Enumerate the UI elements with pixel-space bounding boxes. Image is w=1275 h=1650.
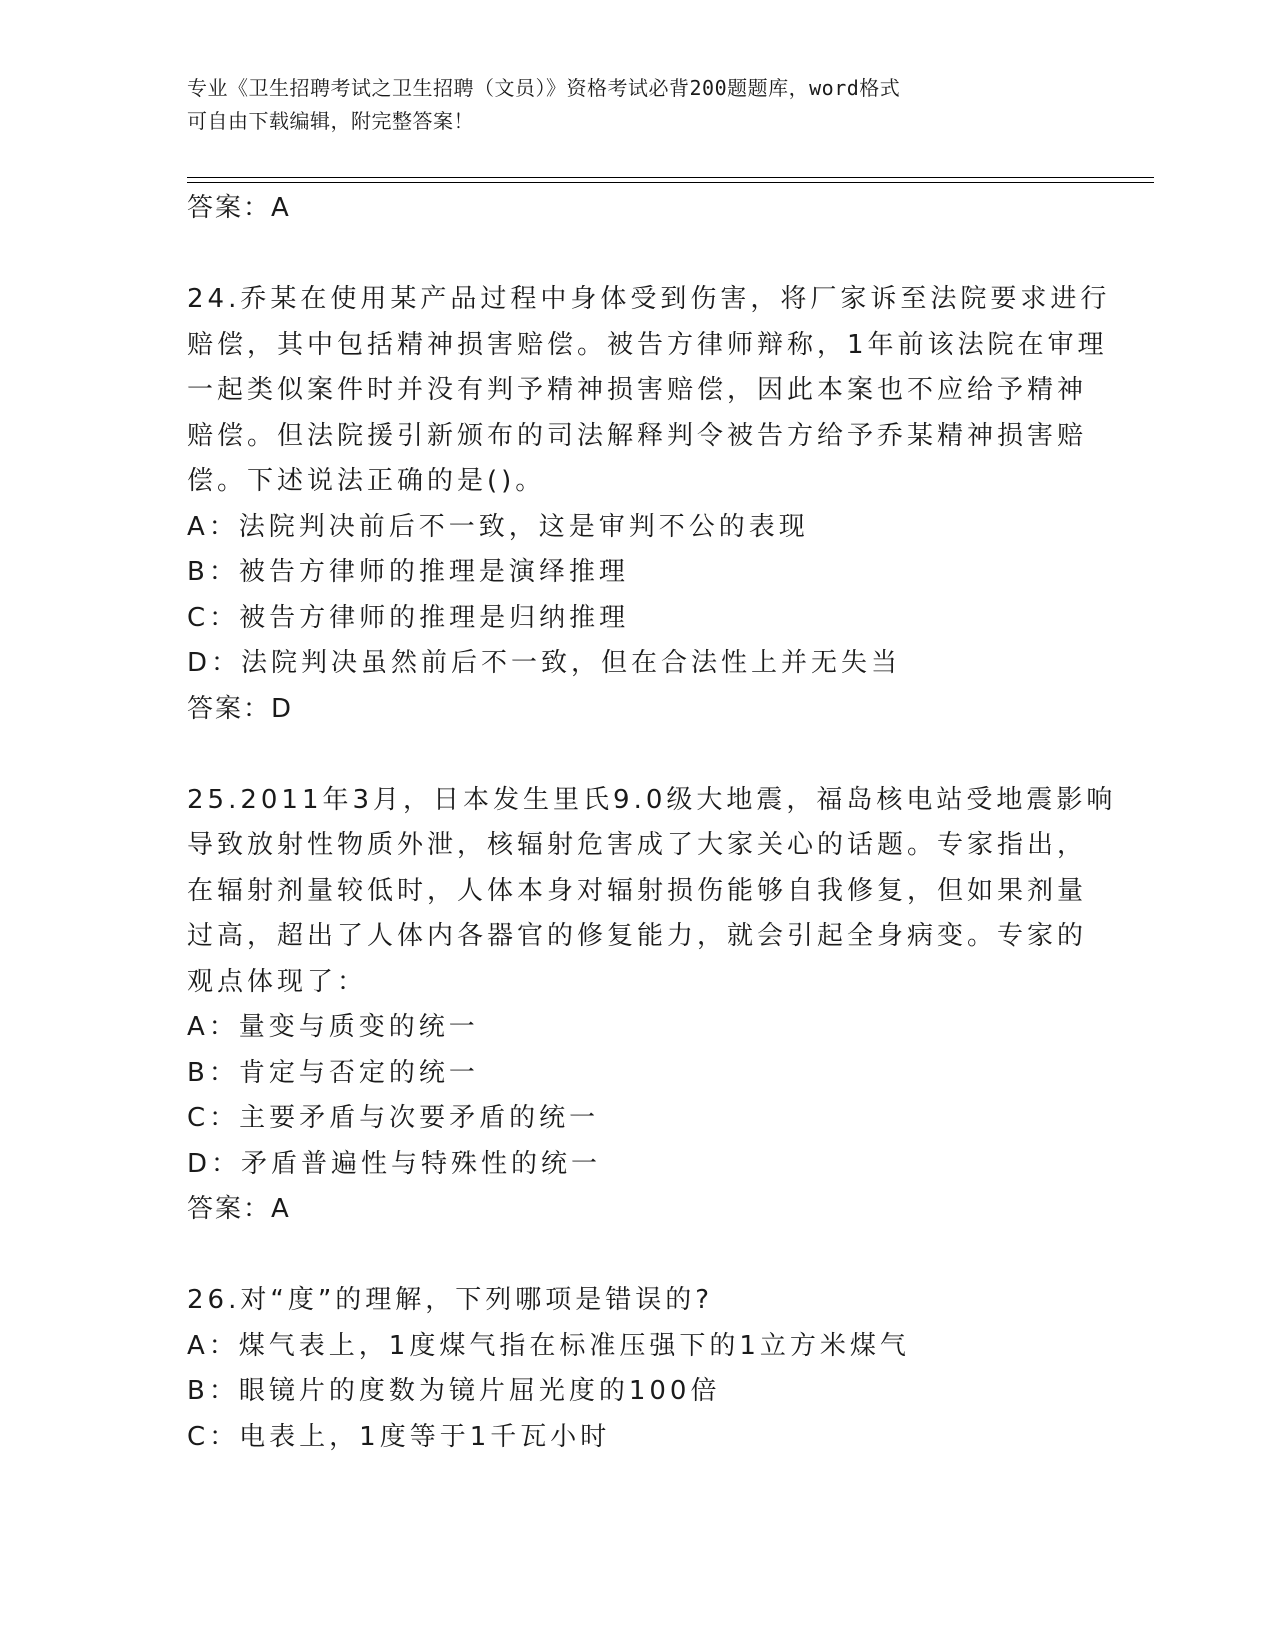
header-divider bbox=[187, 177, 1154, 178]
option-a: A：煤气表上，1度煤气指在标准压强下的1立方米煤气 bbox=[187, 1330, 910, 1361]
question-25 bbox=[187, 778, 1117, 1233]
question-stem-line: 赔偿，其中包括精神损害赔偿。被告方律师辩称，1年前该法院在审理 bbox=[187, 329, 1108, 360]
header-line: 可自由下载编辑，附完整答案！ bbox=[187, 109, 474, 133]
header-line: 专业《卫生招聘考试之卫生招聘（文员）》资格考试必背200题题库，word格式 bbox=[187, 76, 901, 100]
answer-line: 答案：D bbox=[187, 693, 294, 724]
option-a: A：法院判决前后不一致，这是审判不公的表现 bbox=[187, 511, 809, 542]
answer-line: 答案：A bbox=[187, 193, 291, 223]
question-stem-line: 过高，超出了人体内各器官的修复能力，就会引起全身病变。专家的 bbox=[187, 921, 1088, 951]
question-stem-line: 24.乔某在使用某产品过程中身体受到伤害，将厂家诉至法院要求进行 bbox=[187, 284, 1111, 314]
question-stem-line: 一起类似案件时并没有判予精神损害赔偿，因此本案也不应给予精神 bbox=[187, 375, 1088, 405]
option-b: B：眼镜片的度数为镜片屈光度的100倍 bbox=[187, 1376, 721, 1406]
document-header bbox=[187, 72, 1087, 138]
question-26 bbox=[187, 1278, 1087, 1460]
question-24 bbox=[187, 277, 1111, 732]
question-stem-line: 偿。下述说法正确的是()。 bbox=[187, 466, 546, 496]
option-c: C：主要矛盾与次要矛盾的统一 bbox=[187, 1103, 600, 1133]
option-d: D：矛盾普遍性与特殊性的统一 bbox=[187, 1148, 602, 1179]
option-c: C：被告方律师的推理是归纳推理 bbox=[187, 602, 630, 633]
question-stem-line: 观点体现了： bbox=[187, 966, 368, 997]
question-list bbox=[187, 186, 1117, 1460]
option-b: B：肯定与否定的统一 bbox=[187, 1057, 479, 1088]
option-a: A：量变与质变的统一 bbox=[187, 1012, 479, 1042]
header-divider bbox=[187, 182, 1154, 183]
question-stem-line: 26.对“度”的理解，下列哪项是错误的? bbox=[187, 1285, 714, 1315]
option-c: C：电表上，1度等于1千瓦小时 bbox=[187, 1421, 611, 1452]
answer-line: 答案：A bbox=[187, 1194, 291, 1224]
option-d: D：法院判决虽然前后不一致，但在合法性上并无失当 bbox=[187, 648, 902, 678]
question-stem-line: 在辐射剂量较低时，人体本身对辐射损伤能够自我修复，但如果剂量 bbox=[187, 875, 1088, 906]
question-stem-line: 赔偿。但法院援引新颁布的司法解释判令被告方给予乔某精神损害赔 bbox=[187, 420, 1088, 451]
option-b: B：被告方律师的推理是演绎推理 bbox=[187, 557, 629, 587]
question-stem-line: 25.2011年3月，日本发生里氏9.0级大地震，福岛核电站受地震影响 bbox=[187, 784, 1117, 815]
question-stem-line: 导致放射性物质外泄，核辐射危害成了大家关心的话题。专家指出， bbox=[187, 830, 1088, 860]
